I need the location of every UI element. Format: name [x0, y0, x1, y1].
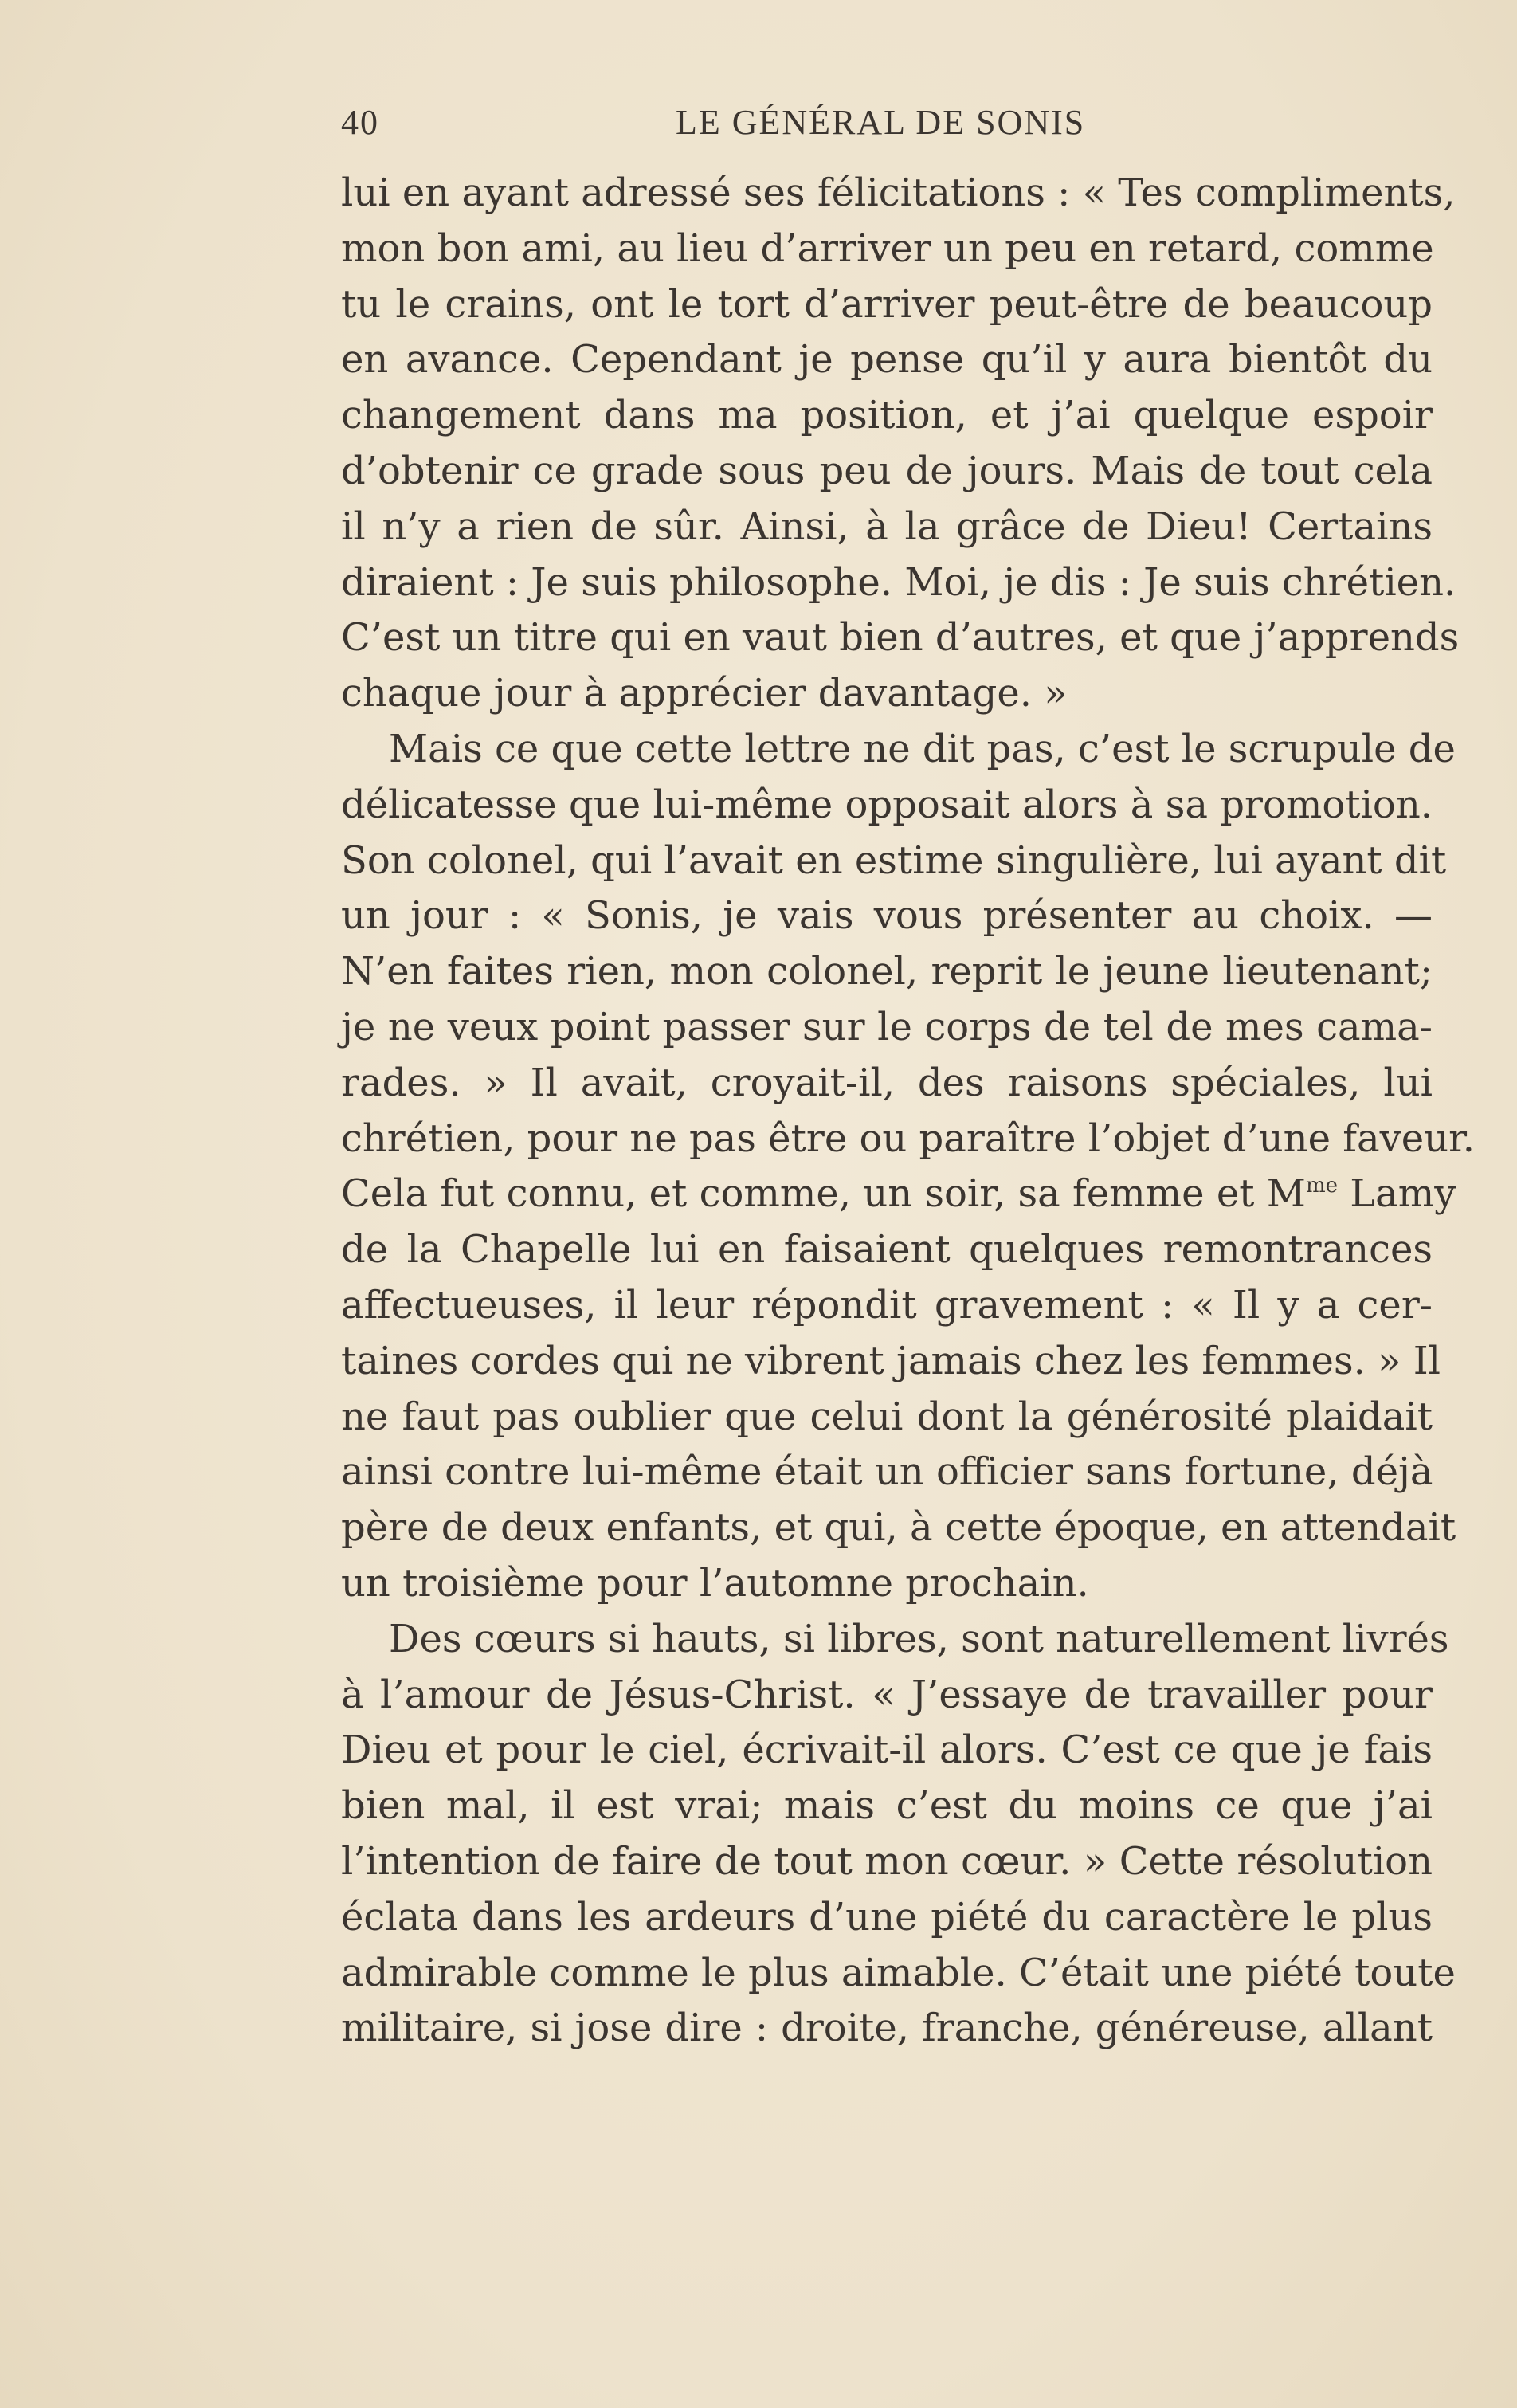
text-line: l’intention de faire de tout mon cœur. » Cette résolution	[341, 1838, 1433, 1884]
text-line: chaque jour à apprécier davantage. »	[341, 671, 1068, 716]
text-line: chrétien, pour ne pas être ou paraître l’objet d’une faveur.	[341, 1116, 1476, 1161]
text-line: un jour : « Sonis, je vais vous présenter au choix. —	[341, 893, 1433, 939]
text-line: en avance. Cependant je pense qu’il y aura bientôt du	[341, 337, 1433, 382]
text-line: C’est un titre qui en vaut bien d’autres, et que j’apprends	[341, 615, 1460, 661]
text-line: lui en ayant adressé ses félicitations : « Tes compliments,	[341, 171, 1456, 215]
text-line: éclata dans les ardeurs d’une piété du caractère le plus	[341, 1894, 1433, 1939]
text-line: je ne veux point passer sur le corps de tel de mes cama-	[341, 1004, 1433, 1049]
text-line: Dieu et pour le ciel, écrivait-il alors. C’est ce que je fais	[341, 1728, 1433, 1773]
running-title: LE GÉNÉRAL DE SONIS	[676, 103, 1086, 142]
text-line: délicatesse que lui-même opposait alors à sa promotion.	[341, 782, 1433, 827]
text-line: admirable comme le plus aimable. C’était une piété toute	[341, 1950, 1456, 1995]
text-line-with-superscript	[341, 1167, 1456, 1222]
text-line: rades. » Il avait, croyait-il, des raisons spéciales, lui	[341, 1060, 1433, 1105]
text-line: d’obtenir ce grade sous peu de jours. Mais de tout cela	[341, 448, 1433, 493]
text-line: de la Chapelle lui en faisaient quelques remontrances	[341, 1227, 1433, 1273]
superscript: me	[1305, 1174, 1338, 1198]
text-line: diraient : Je suis philosophe. Moi, je dis : Je suis chrétien.	[341, 559, 1456, 605]
text-line: Son colonel, qui l’avait en estime singulière, lui ayant dit	[341, 837, 1447, 883]
text-line: à l’amour de Jésus-Christ. « J’essaye de travailler pour	[341, 1672, 1433, 1717]
text-segment: Cela fut connu, et comme, un soir, sa femme et M	[341, 1171, 1306, 1217]
text-line: affectueuses, il leur répondit gravement : « Il y a cer-	[341, 1282, 1433, 1328]
text-line: un troisième pour l’automne prochain.	[341, 1560, 1089, 1606]
text-line: Des cœurs si hauts, si libres, sont naturellement livrés	[389, 1616, 1449, 1661]
text-segment: Lamy	[1338, 1171, 1456, 1217]
page-header	[341, 102, 1425, 150]
text-line: tu le crains, ont le tort d’arriver peut-être de beaucoup	[341, 281, 1433, 327]
text-line: ne faut pas oublier que celui dont la générosité plaidait	[341, 1394, 1433, 1439]
text-line: il n’y a rien de sûr. Ainsi, à la grâce de Dieu! Certains	[341, 504, 1433, 549]
text-line: changement dans ma position, et j’ai quelque espoir	[341, 393, 1433, 438]
text-line: militaire, si jose dire : droite, franche, généreuse, allant	[341, 2006, 1433, 2051]
text-line: N’en faites rien, mon colonel, reprit le jeune lieutenant;	[341, 949, 1433, 994]
text-line: père de deux enfants, et qui, à cette époque, en attendait	[341, 1505, 1456, 1551]
text-line: taines cordes qui ne vibrent jamais chez les femmes. » Il	[341, 1338, 1441, 1383]
text-line: bien mal, il est vrai; mais c’est du moins ce que j’ai	[341, 1783, 1433, 1829]
body-text	[341, 166, 1476, 2057]
text-line: Mais ce que cette lettre ne dit pas, c’est le scrupule de	[389, 726, 1456, 771]
text-line: ainsi contre lui-même était un officier sans fortune, déjà	[341, 1449, 1433, 1495]
text-line: mon bon ami, au lieu d’arriver un peu en retard, comme	[341, 226, 1434, 271]
page-number: 40	[341, 103, 379, 142]
